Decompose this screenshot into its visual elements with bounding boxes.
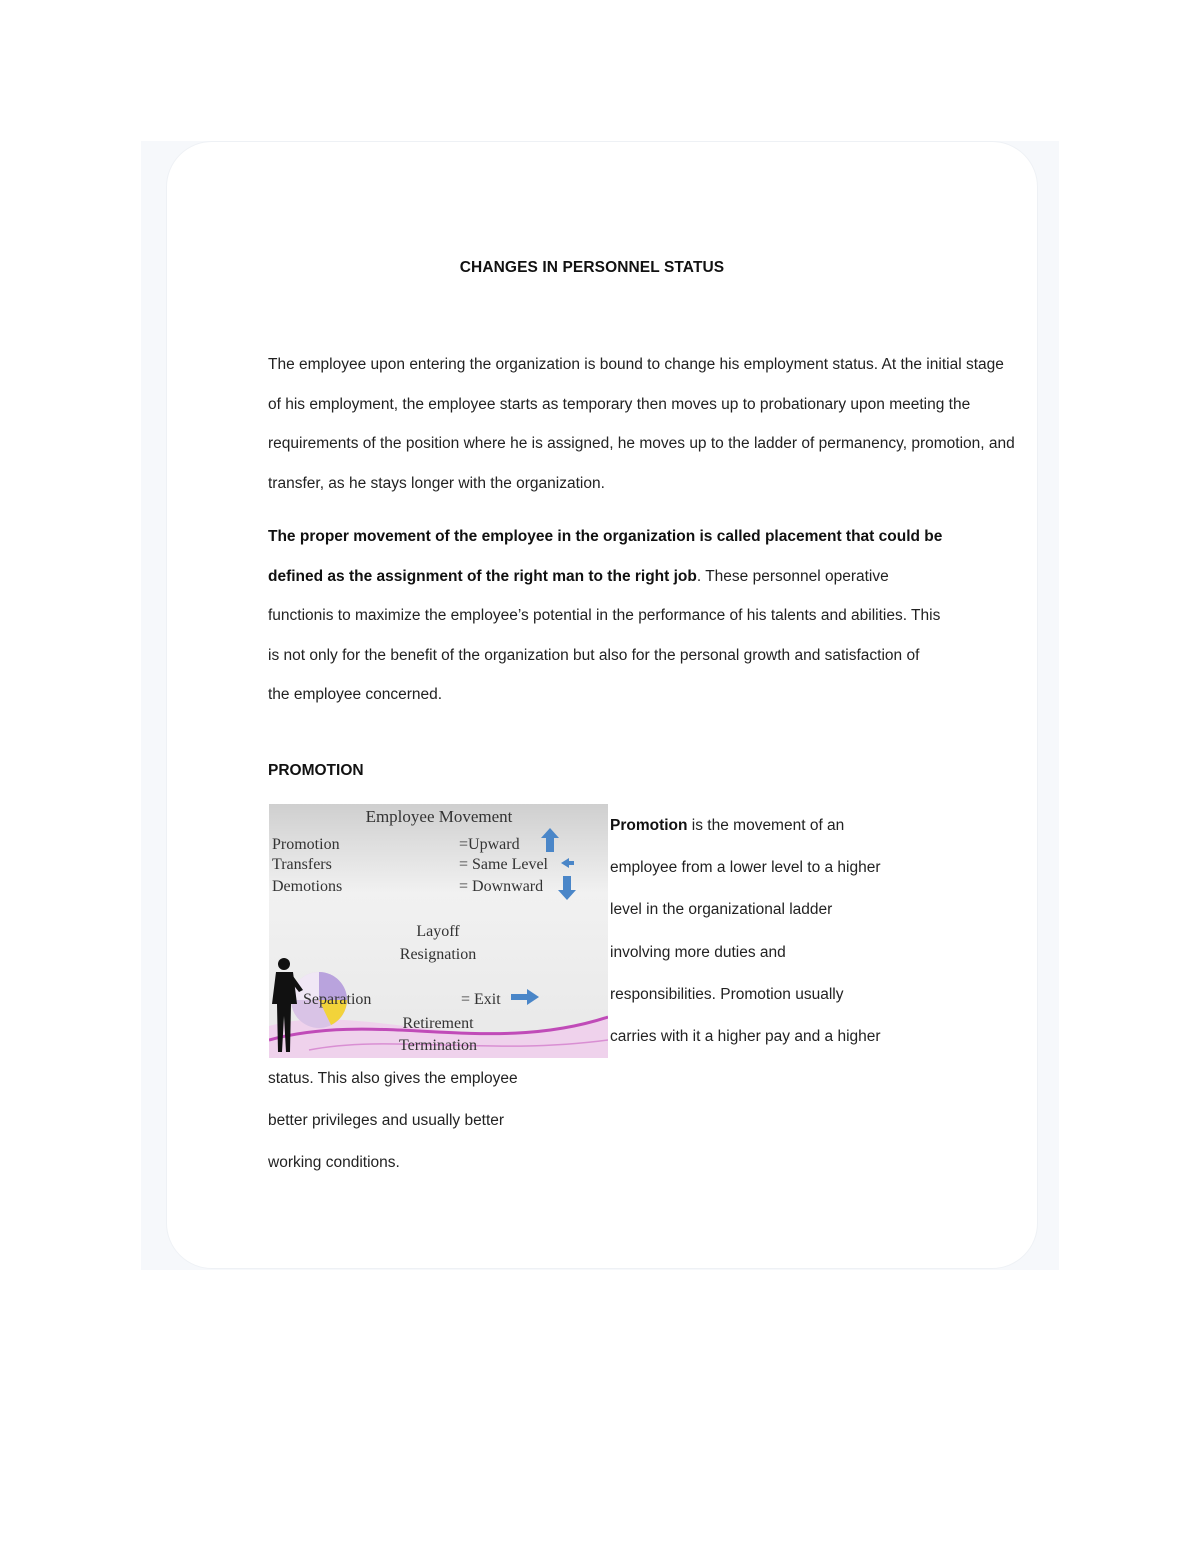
employee-movement-figure xyxy=(269,804,608,1058)
figure-exit: = Exit xyxy=(461,991,501,1008)
figure-separation: Separation xyxy=(303,991,372,1008)
promotion-definition xyxy=(610,805,930,1058)
intro-paragraph: The employee upon entering the organization is bound to change his employment status. At the initial stage of his employment, the employee starts as temporary then moves up to probationary upon meeting the requirements of the position where he is assigned, he moves up to the ladder of permanency, promotion, and transfer, as he stays longer with the organization. xyxy=(268,356,1015,492)
document-title: CHANGES IN PERSONNEL STATUS xyxy=(459,259,725,276)
placement-paragraph xyxy=(268,517,944,715)
figure-termination: Termination xyxy=(399,1037,477,1054)
figure-retirement: Retirement xyxy=(402,1015,474,1032)
figure-row-value: = Downward xyxy=(459,878,544,895)
figure-row-value: = Same Level xyxy=(459,856,548,873)
continuation-line: status. This also gives the employee xyxy=(268,1070,518,1087)
promotion-line-1 xyxy=(610,805,930,847)
section-heading-promotion: PROMOTION xyxy=(268,762,364,779)
promotion-term: Promotion xyxy=(610,817,688,834)
figure-row-value: =Upward xyxy=(459,836,520,853)
promotion-line: level in the organizational ladder xyxy=(610,901,833,919)
promotion-line: carries with it a higher pay and a higher xyxy=(610,1028,881,1046)
promotion-line: employee from a lower level to a higher xyxy=(610,859,881,877)
promotion-line-text: is the movement of an xyxy=(687,817,845,834)
promotion-line: responsibilities. Promotion usually xyxy=(610,985,844,1003)
placement-definition: The proper movement of the employee in the organization is called placement that could be defined as the assignment of the right man to the right job xyxy=(268,528,943,585)
continuation-line: working conditions. xyxy=(268,1154,400,1172)
promotion-continuation xyxy=(268,1058,598,1185)
figure-row-label: Promotion xyxy=(272,836,340,853)
figure-layoff: Layoff xyxy=(416,923,460,940)
continuation-line: better privileges and usually better xyxy=(268,1112,505,1130)
promotion-line: involving more duties and xyxy=(610,943,786,961)
figure-title: Employee Movement xyxy=(365,807,513,826)
figure-row-label: Transfers xyxy=(272,856,332,873)
figure-resignation: Resignation xyxy=(399,946,477,963)
placement-explanation: . These personnel operative functionis to maximize the employee’s potential in the performance of his talents and abilities. This is not only for the benefit of the organization but also for the personal growth and satisfaction of the employee concerned. xyxy=(268,567,941,703)
figure-row-label: Demotions xyxy=(272,878,343,895)
